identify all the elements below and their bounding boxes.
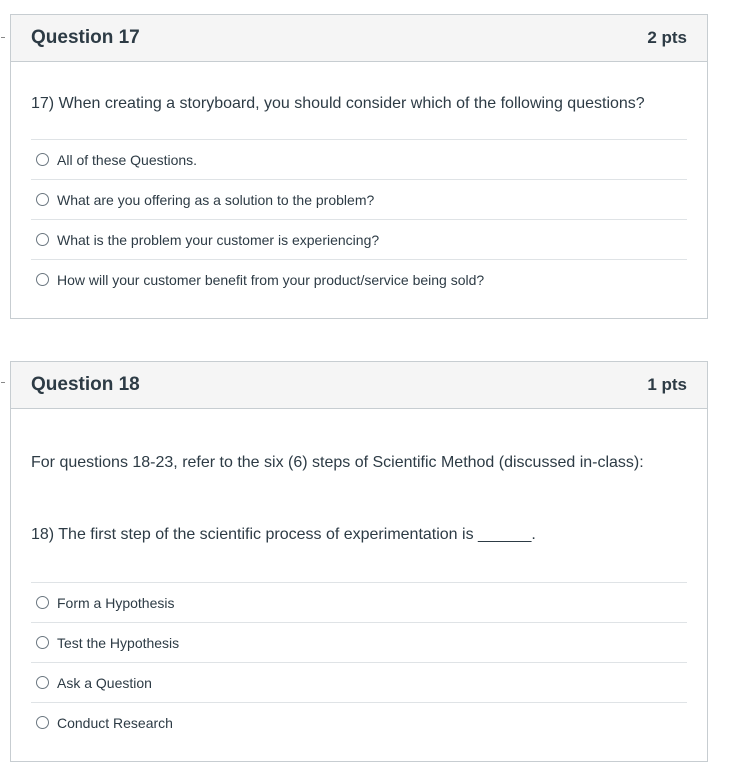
question-18-card	[10, 361, 708, 762]
question-17-prompt: 17) When creating a storyboard, you should consider which of the following questions?	[31, 95, 645, 112]
answer-option[interactable]	[31, 702, 687, 742]
radio-button[interactable]	[36, 636, 49, 649]
question-18-header	[11, 362, 707, 409]
radio-button[interactable]	[36, 716, 49, 729]
answer-option[interactable]	[31, 582, 687, 622]
question-18-title: Question 18	[31, 374, 140, 395]
question-17-card	[10, 14, 708, 319]
question-17-points: 2 pts	[647, 28, 687, 47]
answer-label: Test the Hypothesis	[57, 634, 180, 651]
answer-option[interactable]	[31, 139, 687, 179]
question-18-points: 1 pts	[647, 375, 687, 394]
answer-label: Form a Hypothesis	[57, 594, 175, 611]
radio-button[interactable]	[36, 193, 49, 206]
answer-label: Ask a Question	[57, 674, 152, 691]
answer-label: All of these Questions.	[57, 151, 198, 168]
question-17-header	[11, 15, 707, 62]
radio-button[interactable]	[36, 233, 49, 246]
radio-button[interactable]	[36, 596, 49, 609]
answer-option[interactable]	[31, 219, 687, 259]
question-marker	[1, 37, 5, 38]
answer-option[interactable]	[31, 179, 687, 219]
answer-option[interactable]	[31, 662, 687, 702]
answer-option[interactable]	[31, 259, 687, 299]
answer-label: What are you offering as a solution to the problem?	[57, 191, 375, 208]
question-17-answers	[31, 139, 687, 299]
answer-option[interactable]	[31, 622, 687, 662]
question-17-body	[11, 62, 707, 299]
answer-label: What is the problem your customer is experiencing?	[57, 231, 380, 248]
answer-label: Conduct Research	[57, 714, 173, 731]
question-18-prompt: 18) The first step of the scientific process of experimentation is ______.	[31, 526, 536, 543]
question-18-intro: For questions 18-23, refer to the six (6) steps of Scientific Method (discussed in-class):	[31, 454, 644, 471]
question-18-answers	[31, 582, 687, 742]
question-18-body	[11, 409, 707, 742]
question-marker	[1, 382, 5, 383]
radio-button[interactable]	[36, 273, 49, 286]
radio-button[interactable]	[36, 153, 49, 166]
question-17-title: Question 17	[31, 27, 140, 48]
answer-label: How will your customer benefit from your product/service being sold?	[57, 271, 485, 288]
radio-button[interactable]	[36, 676, 49, 689]
